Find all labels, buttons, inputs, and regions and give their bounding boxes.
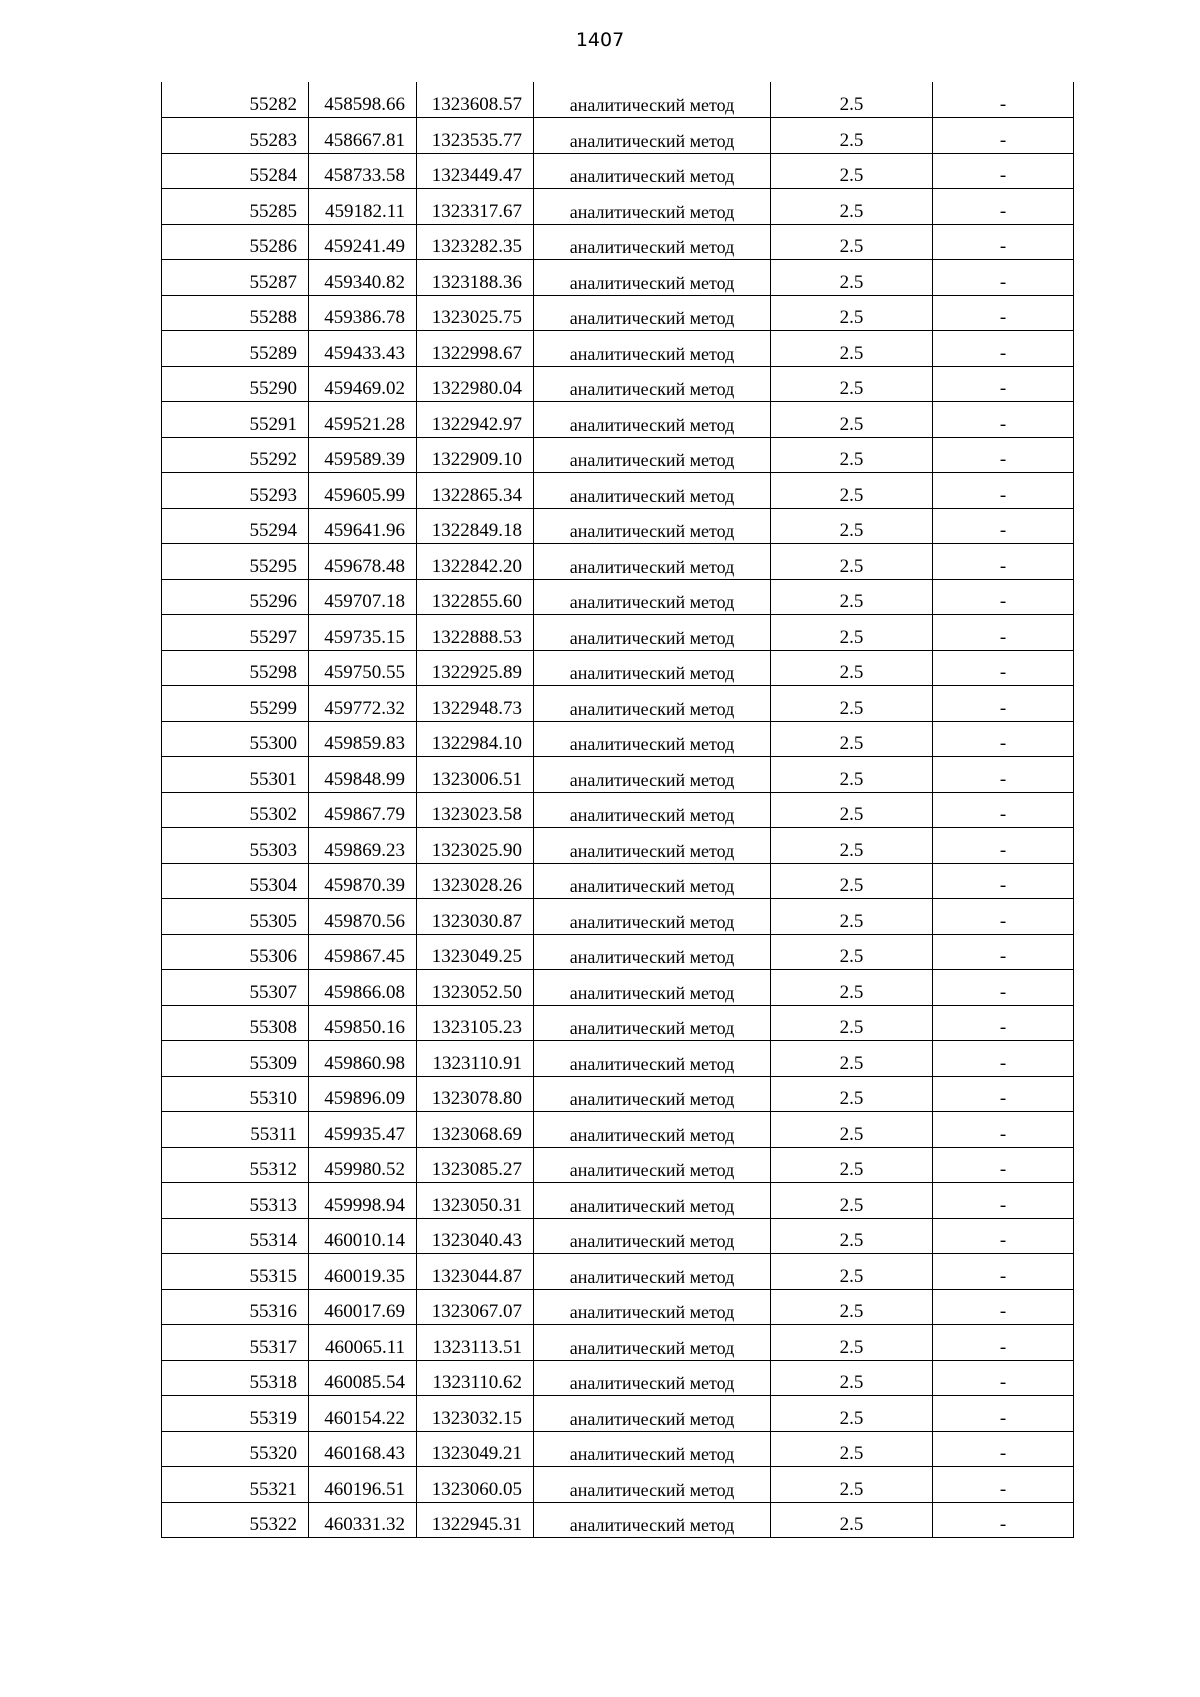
x-coordinate-cell: 459241.49 (309, 224, 417, 260)
point-number-cell: 55294 (162, 508, 309, 544)
note-cell: - (933, 828, 1074, 864)
point-number-cell: 55314 (162, 1218, 309, 1254)
method-cell: аналитический метод (534, 331, 771, 367)
note-cell: - (933, 1502, 1074, 1538)
accuracy-cell: 2.5 (771, 1183, 933, 1219)
y-coordinate-cell: 1322984.10 (417, 721, 534, 757)
method-cell: аналитический метод (534, 1183, 771, 1219)
x-coordinate-cell: 460065.11 (309, 1325, 417, 1361)
point-number-cell: 55296 (162, 579, 309, 615)
x-coordinate-cell: 459469.02 (309, 366, 417, 402)
y-coordinate-cell: 1322849.18 (417, 508, 534, 544)
point-number-cell: 55321 (162, 1467, 309, 1503)
accuracy-cell: 2.5 (771, 402, 933, 438)
y-coordinate-cell: 1322980.04 (417, 366, 534, 402)
note-cell: - (933, 402, 1074, 438)
accuracy-cell: 2.5 (771, 82, 933, 118)
x-coordinate-cell: 459182.11 (309, 189, 417, 225)
note-cell: - (933, 650, 1074, 686)
x-coordinate-cell: 459848.99 (309, 757, 417, 793)
accuracy-cell: 2.5 (771, 579, 933, 615)
method-cell: аналитический метод (534, 1360, 771, 1396)
method-cell: аналитический метод (534, 189, 771, 225)
note-cell: - (933, 224, 1074, 260)
method-cell: аналитический метод (534, 828, 771, 864)
point-number-cell: 55293 (162, 473, 309, 509)
accuracy-cell: 2.5 (771, 473, 933, 509)
point-number-cell: 55313 (162, 1183, 309, 1219)
note-cell: - (933, 1396, 1074, 1432)
y-coordinate-cell: 1322855.60 (417, 579, 534, 615)
table-row (162, 721, 1074, 757)
table-row (162, 1112, 1074, 1148)
point-number-cell: 55302 (162, 792, 309, 828)
x-coordinate-cell: 459866.08 (309, 970, 417, 1006)
point-number-cell: 55307 (162, 970, 309, 1006)
y-coordinate-cell: 1322945.31 (417, 1502, 534, 1538)
point-number-cell: 55287 (162, 260, 309, 296)
point-number-cell: 55319 (162, 1396, 309, 1432)
accuracy-cell: 2.5 (771, 118, 933, 154)
table-row (162, 1147, 1074, 1183)
table-row (162, 899, 1074, 935)
point-number-cell: 55310 (162, 1076, 309, 1112)
method-cell: аналитический метод (534, 260, 771, 296)
coordinates-table-body (162, 82, 1074, 1538)
table-row (162, 260, 1074, 296)
y-coordinate-cell: 1323040.43 (417, 1218, 534, 1254)
method-cell: аналитический метод (534, 1289, 771, 1325)
table-row (162, 1218, 1074, 1254)
y-coordinate-cell: 1323188.36 (417, 260, 534, 296)
x-coordinate-cell: 459869.23 (309, 828, 417, 864)
method-cell: аналитический метод (534, 1254, 771, 1290)
table-row (162, 437, 1074, 473)
accuracy-cell: 2.5 (771, 934, 933, 970)
y-coordinate-cell: 1323050.31 (417, 1183, 534, 1219)
y-coordinate-cell: 1323030.87 (417, 899, 534, 935)
y-coordinate-cell: 1322998.67 (417, 331, 534, 367)
accuracy-cell: 2.5 (771, 189, 933, 225)
y-coordinate-cell: 1323060.05 (417, 1467, 534, 1503)
point-number-cell: 55295 (162, 544, 309, 580)
point-number-cell: 55297 (162, 615, 309, 651)
x-coordinate-cell: 460010.14 (309, 1218, 417, 1254)
note-cell: - (933, 153, 1074, 189)
accuracy-cell: 2.5 (771, 899, 933, 935)
x-coordinate-cell: 459735.15 (309, 615, 417, 651)
accuracy-cell: 2.5 (771, 1325, 933, 1361)
y-coordinate-cell: 1323282.35 (417, 224, 534, 260)
x-coordinate-cell: 459859.83 (309, 721, 417, 757)
point-number-cell: 55309 (162, 1041, 309, 1077)
method-cell: аналитический метод (534, 721, 771, 757)
note-cell: - (933, 508, 1074, 544)
y-coordinate-cell: 1323535.77 (417, 118, 534, 154)
note-cell: - (933, 82, 1074, 118)
method-cell: аналитический метод (534, 1467, 771, 1503)
accuracy-cell: 2.5 (771, 757, 933, 793)
method-cell: аналитический метод (534, 686, 771, 722)
method-cell: аналитический метод (534, 899, 771, 935)
y-coordinate-cell: 1323032.15 (417, 1396, 534, 1432)
table-row (162, 828, 1074, 864)
point-number-cell: 55284 (162, 153, 309, 189)
note-cell: - (933, 1218, 1074, 1254)
table-row (162, 473, 1074, 509)
y-coordinate-cell: 1322948.73 (417, 686, 534, 722)
x-coordinate-cell: 459707.18 (309, 579, 417, 615)
method-cell: аналитический метод (534, 615, 771, 651)
y-coordinate-cell: 1323317.67 (417, 189, 534, 225)
y-coordinate-cell: 1323078.80 (417, 1076, 534, 1112)
table-row (162, 1431, 1074, 1467)
table-row (162, 508, 1074, 544)
table-row (162, 863, 1074, 899)
accuracy-cell: 2.5 (771, 615, 933, 651)
x-coordinate-cell: 459433.43 (309, 331, 417, 367)
note-cell: - (933, 757, 1074, 793)
method-cell: аналитический метод (534, 402, 771, 438)
note-cell: - (933, 189, 1074, 225)
x-coordinate-cell: 458667.81 (309, 118, 417, 154)
method-cell: аналитический метод (534, 1147, 771, 1183)
method-cell: аналитический метод (534, 1005, 771, 1041)
accuracy-cell: 2.5 (771, 1360, 933, 1396)
method-cell: аналитический метод (534, 1431, 771, 1467)
note-cell: - (933, 615, 1074, 651)
table-row (162, 295, 1074, 331)
point-number-cell: 55300 (162, 721, 309, 757)
note-cell: - (933, 1467, 1074, 1503)
accuracy-cell: 2.5 (771, 721, 933, 757)
point-number-cell: 55291 (162, 402, 309, 438)
accuracy-cell: 2.5 (771, 153, 933, 189)
table-row (162, 118, 1074, 154)
point-number-cell: 55315 (162, 1254, 309, 1290)
point-number-cell: 55316 (162, 1289, 309, 1325)
method-cell: аналитический метод (534, 863, 771, 899)
table-row (162, 615, 1074, 651)
method-cell: аналитический метод (534, 1076, 771, 1112)
accuracy-cell: 2.5 (771, 260, 933, 296)
x-coordinate-cell: 459867.45 (309, 934, 417, 970)
method-cell: аналитический метод (534, 757, 771, 793)
x-coordinate-cell: 460085.54 (309, 1360, 417, 1396)
y-coordinate-cell: 1323023.58 (417, 792, 534, 828)
note-cell: - (933, 544, 1074, 580)
point-number-cell: 55317 (162, 1325, 309, 1361)
accuracy-cell: 2.5 (771, 1254, 933, 1290)
note-cell: - (933, 118, 1074, 154)
point-number-cell: 55304 (162, 863, 309, 899)
note-cell: - (933, 366, 1074, 402)
x-coordinate-cell: 459870.39 (309, 863, 417, 899)
note-cell: - (933, 1183, 1074, 1219)
x-coordinate-cell: 459340.82 (309, 260, 417, 296)
point-number-cell: 55320 (162, 1431, 309, 1467)
accuracy-cell: 2.5 (771, 1467, 933, 1503)
method-cell: аналитический метод (534, 1112, 771, 1148)
table-row (162, 82, 1074, 118)
point-number-cell: 55312 (162, 1147, 309, 1183)
method-cell: аналитический метод (534, 437, 771, 473)
table-row (162, 934, 1074, 970)
point-number-cell: 55292 (162, 437, 309, 473)
table-row (162, 792, 1074, 828)
point-number-cell: 55283 (162, 118, 309, 154)
y-coordinate-cell: 1323028.26 (417, 863, 534, 899)
accuracy-cell: 2.5 (771, 1396, 933, 1432)
x-coordinate-cell: 459641.96 (309, 508, 417, 544)
method-cell: аналитический метод (534, 82, 771, 118)
y-coordinate-cell: 1323085.27 (417, 1147, 534, 1183)
note-cell: - (933, 331, 1074, 367)
method-cell: аналитический метод (534, 295, 771, 331)
table-row (162, 331, 1074, 367)
accuracy-cell: 2.5 (771, 331, 933, 367)
method-cell: аналитический метод (534, 792, 771, 828)
y-coordinate-cell: 1323449.47 (417, 153, 534, 189)
x-coordinate-cell: 459998.94 (309, 1183, 417, 1219)
note-cell: - (933, 473, 1074, 509)
table-row (162, 544, 1074, 580)
point-number-cell: 55305 (162, 899, 309, 935)
method-cell: аналитический метод (534, 934, 771, 970)
y-coordinate-cell: 1323067.07 (417, 1289, 534, 1325)
note-cell: - (933, 934, 1074, 970)
accuracy-cell: 2.5 (771, 1502, 933, 1538)
y-coordinate-cell: 1322925.89 (417, 650, 534, 686)
accuracy-cell: 2.5 (771, 1431, 933, 1467)
point-number-cell: 55308 (162, 1005, 309, 1041)
y-coordinate-cell: 1323105.23 (417, 1005, 534, 1041)
y-coordinate-cell: 1323025.90 (417, 828, 534, 864)
accuracy-cell: 2.5 (771, 1147, 933, 1183)
method-cell: аналитический метод (534, 544, 771, 580)
y-coordinate-cell: 1323049.25 (417, 934, 534, 970)
y-coordinate-cell: 1323006.51 (417, 757, 534, 793)
x-coordinate-cell: 459867.79 (309, 792, 417, 828)
x-coordinate-cell: 459935.47 (309, 1112, 417, 1148)
point-number-cell: 55299 (162, 686, 309, 722)
note-cell: - (933, 970, 1074, 1006)
note-cell: - (933, 1325, 1074, 1361)
x-coordinate-cell: 459521.28 (309, 402, 417, 438)
x-coordinate-cell: 460196.51 (309, 1467, 417, 1503)
y-coordinate-cell: 1323110.62 (417, 1360, 534, 1396)
method-cell: аналитический метод (534, 579, 771, 615)
table-row (162, 1183, 1074, 1219)
note-cell: - (933, 1360, 1074, 1396)
x-coordinate-cell: 460331.32 (309, 1502, 417, 1538)
accuracy-cell: 2.5 (771, 295, 933, 331)
x-coordinate-cell: 460019.35 (309, 1254, 417, 1290)
point-number-cell: 55285 (162, 189, 309, 225)
table-row (162, 366, 1074, 402)
note-cell: - (933, 1005, 1074, 1041)
table-row (162, 1076, 1074, 1112)
point-number-cell: 55298 (162, 650, 309, 686)
y-coordinate-cell: 1323068.69 (417, 1112, 534, 1148)
note-cell: - (933, 863, 1074, 899)
accuracy-cell: 2.5 (771, 1041, 933, 1077)
table-row (162, 1502, 1074, 1538)
y-coordinate-cell: 1322942.97 (417, 402, 534, 438)
accuracy-cell: 2.5 (771, 1112, 933, 1148)
note-cell: - (933, 1254, 1074, 1290)
table-row (162, 579, 1074, 615)
table-row (162, 224, 1074, 260)
table-row (162, 1041, 1074, 1077)
method-cell: аналитический метод (534, 153, 771, 189)
method-cell: аналитический метод (534, 1325, 771, 1361)
x-coordinate-cell: 459860.98 (309, 1041, 417, 1077)
x-coordinate-cell: 459386.78 (309, 295, 417, 331)
x-coordinate-cell: 460017.69 (309, 1289, 417, 1325)
point-number-cell: 55318 (162, 1360, 309, 1396)
table-row (162, 402, 1074, 438)
table-row (162, 1289, 1074, 1325)
point-number-cell: 55311 (162, 1112, 309, 1148)
accuracy-cell: 2.5 (771, 366, 933, 402)
accuracy-cell: 2.5 (771, 1005, 933, 1041)
y-coordinate-cell: 1322909.10 (417, 437, 534, 473)
table-row (162, 1325, 1074, 1361)
point-number-cell: 55290 (162, 366, 309, 402)
note-cell: - (933, 260, 1074, 296)
note-cell: - (933, 295, 1074, 331)
x-coordinate-cell: 459850.16 (309, 1005, 417, 1041)
accuracy-cell: 2.5 (771, 544, 933, 580)
note-cell: - (933, 1147, 1074, 1183)
table-row (162, 1467, 1074, 1503)
note-cell: - (933, 1112, 1074, 1148)
accuracy-cell: 2.5 (771, 224, 933, 260)
point-number-cell: 55282 (162, 82, 309, 118)
page-number: 1407 (575, 29, 625, 51)
method-cell: аналитический метод (534, 1396, 771, 1432)
y-coordinate-cell: 1322865.34 (417, 473, 534, 509)
point-number-cell: 55306 (162, 934, 309, 970)
note-cell: - (933, 721, 1074, 757)
point-number-cell: 55289 (162, 331, 309, 367)
table-row (162, 650, 1074, 686)
table-row (162, 970, 1074, 1006)
x-coordinate-cell: 460168.43 (309, 1431, 417, 1467)
accuracy-cell: 2.5 (771, 828, 933, 864)
x-coordinate-cell: 459896.09 (309, 1076, 417, 1112)
x-coordinate-cell: 459772.32 (309, 686, 417, 722)
method-cell: аналитический метод (534, 118, 771, 154)
table-row (162, 189, 1074, 225)
table-row (162, 1005, 1074, 1041)
note-cell: - (933, 686, 1074, 722)
point-number-cell: 55288 (162, 295, 309, 331)
accuracy-cell: 2.5 (771, 863, 933, 899)
y-coordinate-cell: 1323113.51 (417, 1325, 534, 1361)
point-number-cell: 55286 (162, 224, 309, 260)
method-cell: аналитический метод (534, 473, 771, 509)
accuracy-cell: 2.5 (771, 437, 933, 473)
accuracy-cell: 2.5 (771, 1289, 933, 1325)
note-cell: - (933, 792, 1074, 828)
note-cell: - (933, 579, 1074, 615)
x-coordinate-cell: 459605.99 (309, 473, 417, 509)
method-cell: аналитический метод (534, 366, 771, 402)
y-coordinate-cell: 1323608.57 (417, 82, 534, 118)
method-cell: аналитический метод (534, 1502, 771, 1538)
method-cell: аналитический метод (534, 1218, 771, 1254)
method-cell: аналитический метод (534, 508, 771, 544)
accuracy-cell: 2.5 (771, 650, 933, 686)
y-coordinate-cell: 1323044.87 (417, 1254, 534, 1290)
accuracy-cell: 2.5 (771, 686, 933, 722)
coordinates-table (161, 82, 1074, 1538)
x-coordinate-cell: 459980.52 (309, 1147, 417, 1183)
y-coordinate-cell: 1323110.91 (417, 1041, 534, 1077)
x-coordinate-cell: 460154.22 (309, 1396, 417, 1432)
method-cell: аналитический метод (534, 970, 771, 1006)
accuracy-cell: 2.5 (771, 508, 933, 544)
note-cell: - (933, 1289, 1074, 1325)
table-row (162, 686, 1074, 722)
note-cell: - (933, 1041, 1074, 1077)
y-coordinate-cell: 1323052.50 (417, 970, 534, 1006)
accuracy-cell: 2.5 (771, 970, 933, 1006)
note-cell: - (933, 1076, 1074, 1112)
table-row (162, 757, 1074, 793)
method-cell: аналитический метод (534, 1041, 771, 1077)
table-row (162, 1396, 1074, 1432)
y-coordinate-cell: 1323049.21 (417, 1431, 534, 1467)
accuracy-cell: 2.5 (771, 1218, 933, 1254)
y-coordinate-cell: 1322842.20 (417, 544, 534, 580)
point-number-cell: 55322 (162, 1502, 309, 1538)
y-coordinate-cell: 1322888.53 (417, 615, 534, 651)
method-cell: аналитический метод (534, 224, 771, 260)
x-coordinate-cell: 459678.48 (309, 544, 417, 580)
table-row (162, 1254, 1074, 1290)
method-cell: аналитический метод (534, 650, 771, 686)
x-coordinate-cell: 458598.66 (309, 82, 417, 118)
x-coordinate-cell: 459750.55 (309, 650, 417, 686)
accuracy-cell: 2.5 (771, 792, 933, 828)
note-cell: - (933, 1431, 1074, 1467)
accuracy-cell: 2.5 (771, 1076, 933, 1112)
note-cell: - (933, 899, 1074, 935)
point-number-cell: 55301 (162, 757, 309, 793)
x-coordinate-cell: 458733.58 (309, 153, 417, 189)
x-coordinate-cell: 459870.56 (309, 899, 417, 935)
x-coordinate-cell: 459589.39 (309, 437, 417, 473)
point-number-cell: 55303 (162, 828, 309, 864)
table-row (162, 153, 1074, 189)
note-cell: - (933, 437, 1074, 473)
y-coordinate-cell: 1323025.75 (417, 295, 534, 331)
table-row (162, 1360, 1074, 1396)
